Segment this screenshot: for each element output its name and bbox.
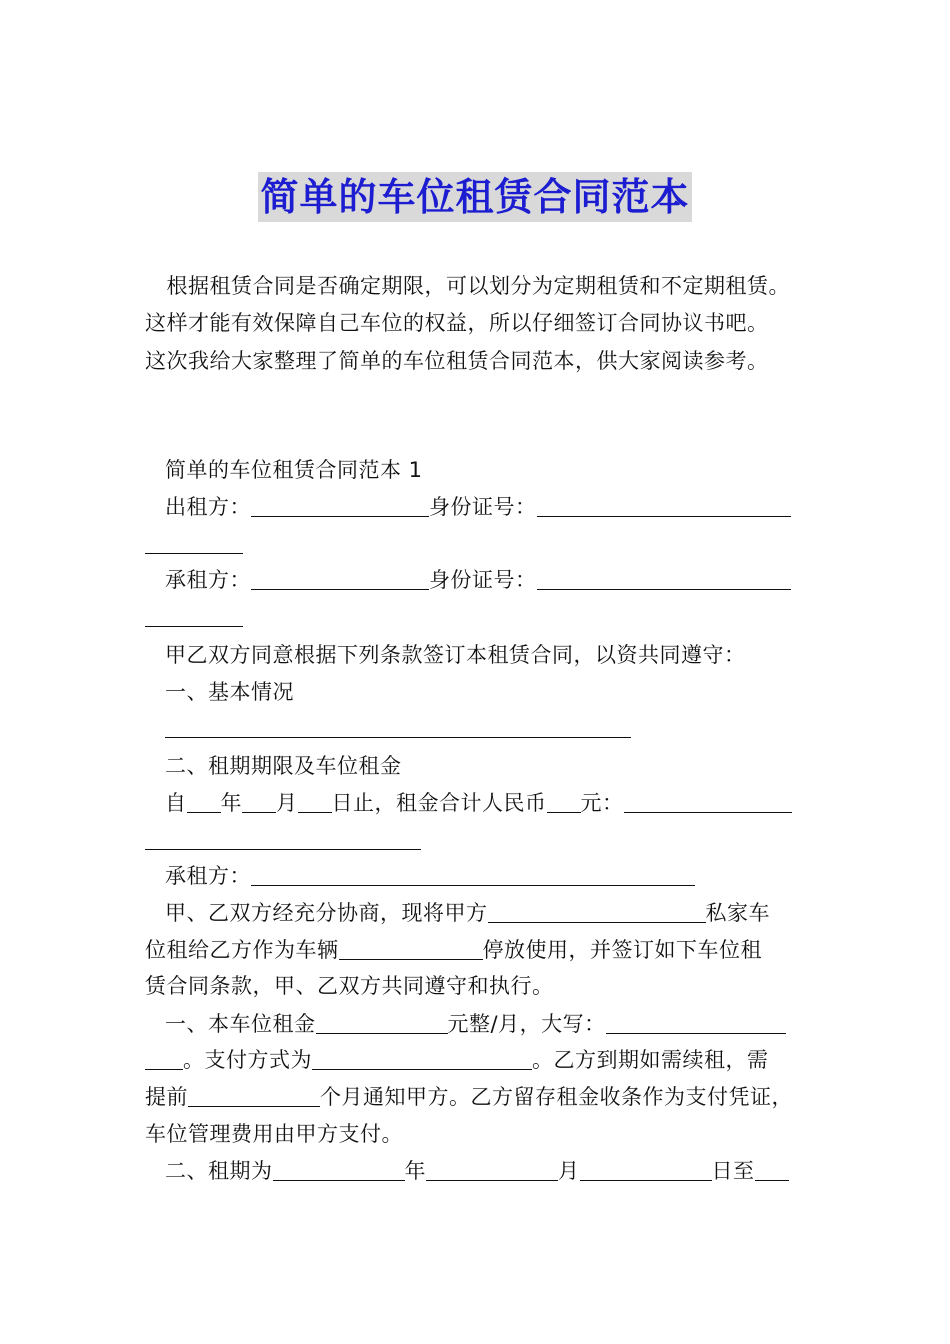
- term-month-blank: [426, 1160, 558, 1181]
- lessor-continuation: [145, 530, 243, 558]
- section-2-heading: 二、租期期限及车位租金: [165, 754, 402, 778]
- lessor-line: [165, 493, 791, 521]
- document-title: 简单的车位租赁合同范本: [258, 172, 691, 222]
- clause-5b: 年: [404, 1159, 426, 1183]
- lessee-line: [165, 566, 791, 594]
- clause-2-line-1: [165, 1157, 789, 1185]
- from-label: 自: [165, 791, 187, 815]
- clause-2a: 。支付方式为: [183, 1048, 312, 1072]
- clause-3a: 提前: [145, 1085, 188, 1109]
- lessee-label: 承租方：: [165, 568, 251, 592]
- para-line-2: [145, 936, 762, 964]
- title-wrap: [0, 172, 950, 222]
- section-1-blank-line: [165, 714, 631, 742]
- para-1a: 甲、乙双方经充分协商，现将甲方: [165, 901, 488, 925]
- clause-1b: 元整/月，大写：: [447, 1012, 606, 1036]
- clause-2b: 。乙方到期如需续租，需: [532, 1048, 769, 1072]
- rent-capital-blank: [606, 1013, 786, 1034]
- clause-1-line-2: [145, 1046, 769, 1074]
- section-1-heading: 一、基本情况: [165, 680, 294, 704]
- lessee-blank: [251, 569, 429, 590]
- clause-1-line-3: [145, 1083, 793, 1111]
- intro-line-3: 这次我给大家整理了简单的车位租赁合同范本，供大家阅读参考。: [145, 349, 769, 373]
- term-continuation: [145, 826, 421, 854]
- clause-1-line-1: [165, 1010, 786, 1038]
- para-line-3: 赁合同条款，甲、乙双方共同遵守和执行。: [145, 974, 554, 998]
- day-blank: [298, 792, 332, 813]
- lessor-blank: [251, 496, 429, 517]
- para-2a: 位租给乙方作为车辆: [145, 938, 339, 962]
- para-2b: 停放使用，并签订如下车位租: [482, 938, 762, 962]
- vehicle-blank: [339, 939, 483, 960]
- rent-capital-blank-cont: [145, 1049, 183, 1070]
- agreement-text: 甲乙双方同意根据下列条款签订本租赁合同，以资共同遵守：: [165, 643, 746, 667]
- lessee-id-label: 身份证号：: [429, 568, 537, 592]
- clause-1a: 一、本车位租金: [165, 1012, 316, 1036]
- term-end-blank: [755, 1160, 789, 1181]
- intro-line-1: 根据租赁合同是否确定期限，可以划分为定期租赁和不定期租赁。: [145, 274, 790, 298]
- clause-1-line-4: 车位管理费用由甲方支付。: [145, 1122, 403, 1146]
- lessee2-label: 承租方：: [165, 864, 251, 888]
- yuan-label: 元：: [580, 791, 624, 815]
- term-year-blank: [273, 1160, 405, 1181]
- term-line: [165, 789, 792, 817]
- clause-5d: 日至: [711, 1159, 755, 1183]
- lessee2-blank: [251, 865, 695, 886]
- monthly-rent-blank: [316, 1013, 448, 1034]
- notice-months-blank: [188, 1086, 320, 1107]
- rent-amount-blank: [547, 792, 581, 813]
- lessor-id-label: 身份证号：: [429, 495, 537, 519]
- lessee2-line: [165, 862, 695, 890]
- contract-heading: 简单的车位租赁合同范本 1: [165, 458, 423, 482]
- clause-3b: 个月通知甲方。乙方留存租金收条作为支付凭证，: [320, 1085, 793, 1109]
- clause-5a: 二、租期为: [165, 1159, 273, 1183]
- term-day-blank: [580, 1160, 712, 1181]
- lessor-id-blank-cont: [145, 533, 243, 554]
- para-line-1: [165, 899, 770, 927]
- month-blank: [242, 792, 276, 813]
- lessee-id-blank-cont: [145, 606, 243, 627]
- party-a-blank: [488, 902, 706, 923]
- year-blank: [187, 792, 221, 813]
- lessor-label: 出租方：: [165, 495, 251, 519]
- rent-words-blank: [624, 792, 792, 813]
- rent-words-blank-cont: [145, 829, 421, 850]
- year-label: 年: [220, 791, 242, 815]
- section-1-blank: [165, 717, 631, 738]
- payment-method-blank: [312, 1049, 532, 1070]
- intro-line-2: 这样才能有效保障自己车位的权益，所以仔细签订合同协议书吧。: [145, 311, 769, 335]
- month-label: 月: [276, 791, 298, 815]
- lessee-continuation: [145, 603, 243, 631]
- day-end-label: 日止，租金合计人民币: [331, 791, 547, 815]
- para-1b: 私家车: [705, 901, 770, 925]
- clause-5c: 月: [558, 1159, 580, 1183]
- lessor-id-blank: [537, 496, 791, 517]
- lessee-id-blank: [537, 569, 791, 590]
